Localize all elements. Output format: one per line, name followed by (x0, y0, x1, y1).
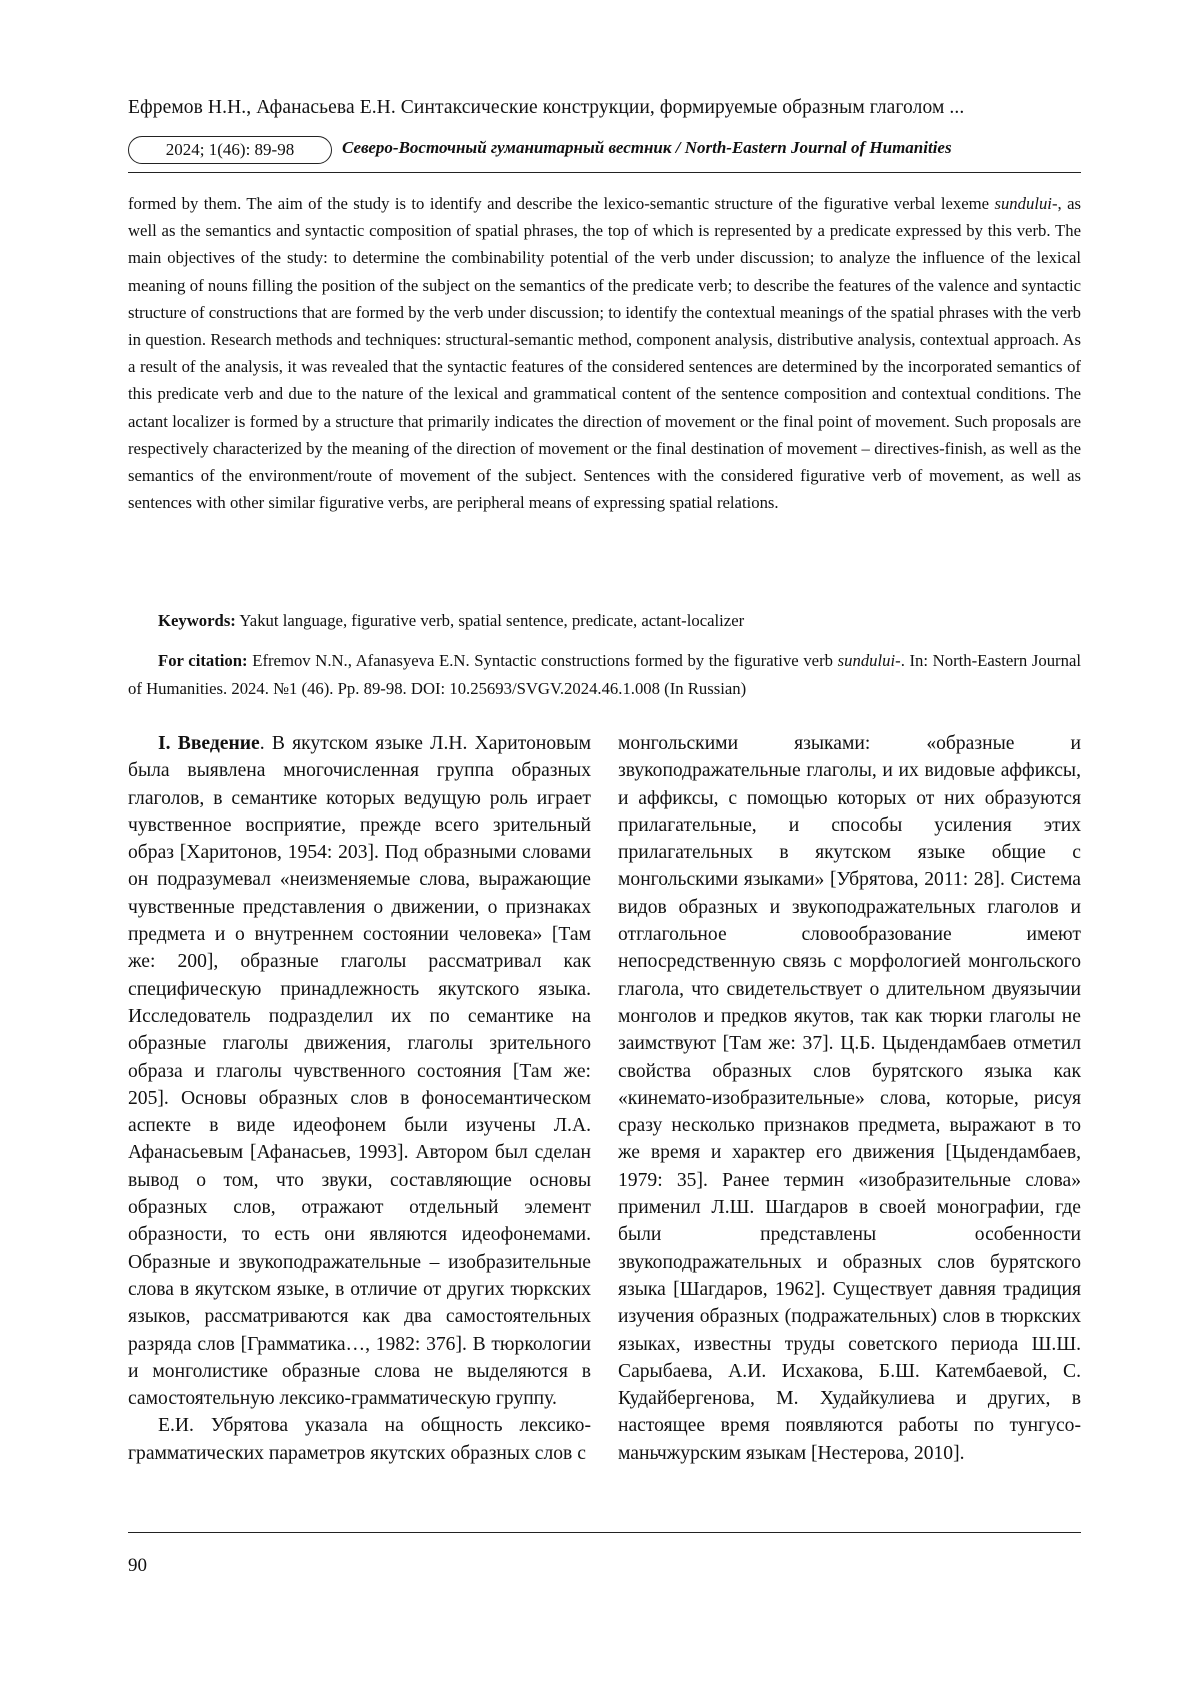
keywords-text: Yakut language, figurative verb, spatial sentence, predicate, actant-localizer (235, 611, 745, 630)
body-paragraph-1 (128, 730, 591, 1412)
abstract (128, 190, 1081, 516)
issue-badge: 2024; 1(46): 89-98 (128, 136, 332, 164)
citation-term: sundului- (837, 651, 901, 670)
keywords (158, 607, 1081, 634)
abstract-term: sundului- (994, 194, 1058, 213)
citation-text-2: . In: North-Eastern Journal of Humanities. 2024. №1 (46). Pp. 89-98. DOI: 10.25693/SVGV.2024.46.1.008 (In Russian) (128, 651, 1081, 698)
abstract-text-1: formed by them. The aim of the study is to identify and describe the lexico-semantic structure of the figurative verbal lexeme (128, 194, 995, 213)
page-number: 90 (128, 1555, 147, 1576)
journal-title: Северо-Восточный гуманитарный вестник / North-Eastern Journal of Humanities (342, 138, 952, 157)
section-heading: I. Введение (158, 733, 260, 754)
body-paragraph-1-text: . В якутском языке Л.Н. Харитоновым была выявлена многочисленная группа образных глаголов, в семантике которых ведущую роль играет чувственное восприятие, прежде всего зрительный образ [Харитонов, 1954: 203]. Под образными словами он подразумевал «неизменяемые слова, выражающие чувственные представления о движении, о признаках предмета и о внутреннем состоянии человека» [Там же: 200], образные глаголы рассматривал как специфическую принадлежность якутского языка. Исследователь подразделил их по семантике на образные глаголы движения, глаголы зрительного образа и глаголы чувственного состояния [Там же: 205]. Основы образных слов в фоносемантическом аспекте в виде идеофонем были изучены Л.А. Афанасьевым [Афанасьев, 1993]. Автором был сделан вывод о том, что звуки, составляющие основы образных слов, отражают отдельный элемент образности, то есть они являются идеофонемами. Образные и звукоподражательные – изобразительные слова в якутском языке, в отличие от других тюркских языков, рассматриваются как два самостоятельных разряда слов [Грамматика…, 1982: 376]. В тюркологии и монголистике образные слова не выделяются в самостоятельную лексико-грамматическую группу. (128, 733, 591, 1410)
header-divider (128, 172, 1081, 173)
running-header-authors-title: Ефремов Н.Н., Афанасьева Е.Н. Синтаксические конструкции, формируемые образным глаголом ... (128, 97, 965, 118)
body-column-left (128, 730, 591, 1467)
body-column-right (618, 730, 1081, 1467)
keywords-label: Keywords: (158, 611, 236, 630)
abstract-text-2: , as well as the semantics and syntactic composition of spatial phrases, the top of which is represented by a predicate expressed by this verb. The main objectives of the study: to determine the combinability potential of the verb under discussion; to analyze the influence of the lexical meaning of nouns filling the position of the subject on the semantics of the predicate verb; to describe the features of the valence and syntactic structure of constructions that are formed by the verb under discussion; to identify the contextual meanings of the spatial phrases with the verb in question. Research methods and techniques: structural-semantic method, component analysis, distributive analysis, contextual approach. As a result of the analysis, it was revealed that the syntactic features of the considered sentences are determined by the incorporated semantics of this predicate verb and due to the nature of the lexical and grammatical content of the sentence composition and contextual conditions. The actant localizer is formed by a structure that primarily indicates the direction of movement or the final point of movement. Such proposals are respectively characterized by the meaning of the direction of movement or the final destination of movement – directives-finish, as well as the semantics of the environment/route of movement of the subject. Sentences with the considered figurative verb of movement, as well as sentences with other similar figurative verbs, are peripheral means of expressing spatial relations. (128, 194, 1081, 513)
citation-text-1: Efremov N.N., Afanasyeva E.N. Syntactic constructions formed by the figurative verb (247, 651, 838, 670)
citation-label: For citation: (158, 651, 248, 670)
abstract-paragraph (128, 190, 1081, 516)
body-paragraph-2: Е.И. Убрятова указала на общность лексико-грамматических параметров якутских образных слов с (128, 1415, 591, 1464)
body-paragraph-continuation: монгольскими языками: «образные и звукоподражательные глаголы, и их видовые аффиксы, и аффиксы, с помощью которых от них образуются прилагательные, и способы усиления этих прилагательных в якутском языке общие с монгольскими языками» [Убрятова, 2011: 28]. Система видов образных и звукоподражательных глаголов и отглагольное словообразование имеют непосредственную связь с морфологией монгольского глагола, что свидетельствует о длительном двуязычии монголов и предков якутов, так как тюрки глаголы не заимствуют [Там же: 37]. Ц.Б. Цыдендамбаев отметил свойства образных слов бурятского языка как «кинемато-изобразительные» слова, которые, рисуя сразу несколько признаков предмета, выражают в то же время и характер его движения [Цыдендамбаев, 1979: 35]. Ранее термин «изобразительные слова» применил Л.Ш. Шагдаров в своей монографии, где были представлены особенности звукоподражательных и образных слов бурятского языка [Шагдаров, 1962]. Существует давняя традиция изучения образных (подражательных) слов в тюркских языках, известны труды советского периода Ш.Ш. Сарыбаева, А.И. Исхакова, Б.Ш. Катембаевой, С. Кудайбергенова, М. Худайкулиева и других, в настоящее время появляются работы по тунгусо-маньчжурским языкам [Нестерова, 2010]. (618, 733, 1081, 1464)
citation (128, 647, 1081, 703)
footer-divider (128, 1532, 1081, 1533)
